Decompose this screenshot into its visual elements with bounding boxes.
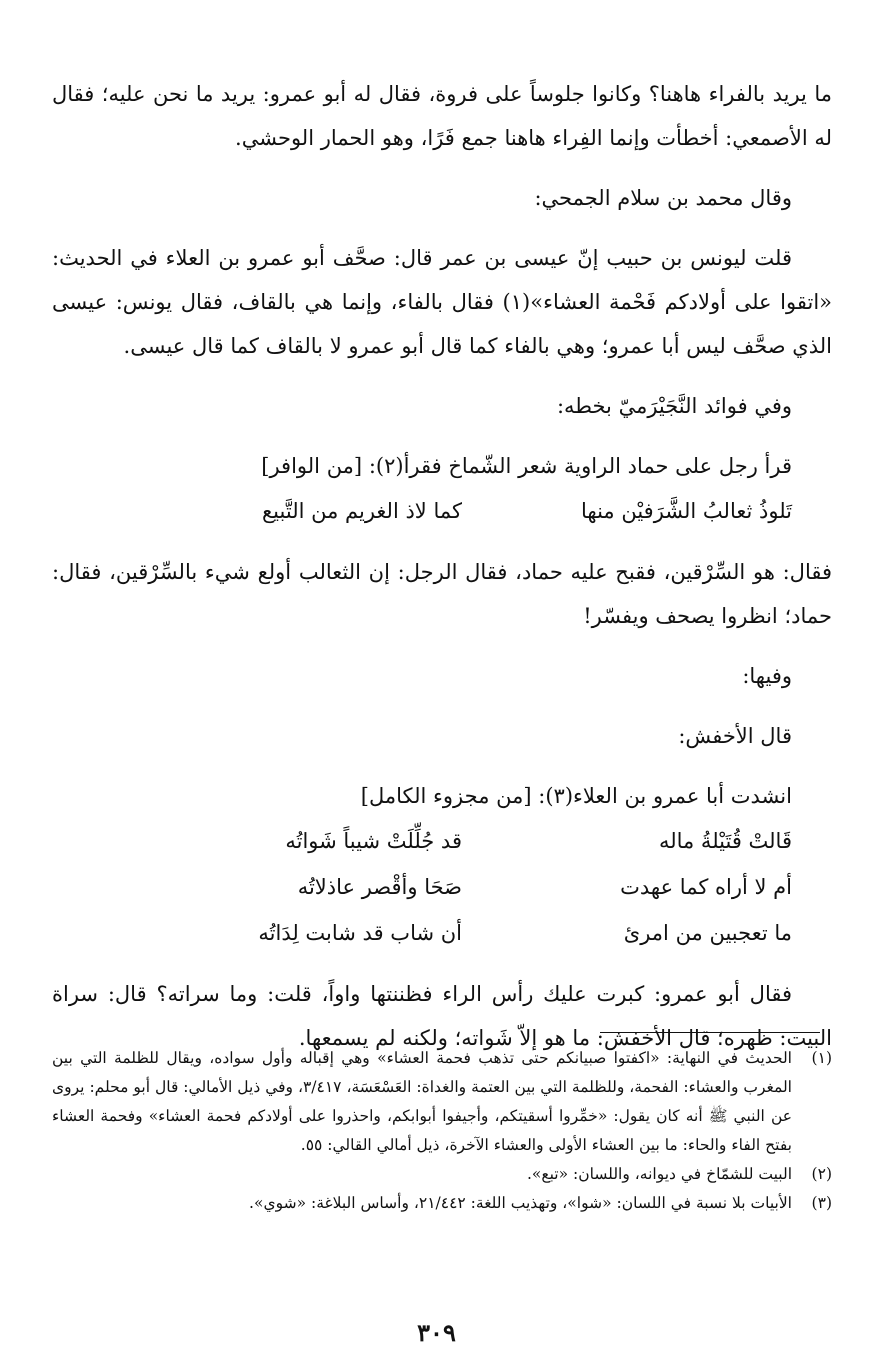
footnotes [52,1044,832,1218]
verse-hemistich: أن شاب قد شابت لِدَاتُه [258,921,462,945]
verse-hemistich: كما لاذ الغريم من التَّبيع [262,499,462,523]
footnote [52,1160,832,1189]
paragraph: وفيها: [742,664,792,688]
verse-line [52,818,832,864]
paragraph: فقال أبو عمرو: كبرت عليك رأس الراء فظننتها واواً، قلت: وما سراته؟ قال: سراة البيت: ظهره؛ قال الأخفش: ما هو إلاّ شَواته؛ ولكنه لم يسمعها. [52,982,832,1050]
footnote-text: البيت للشمّاخ في ديوانه، واللسان: «تبع». [526,1165,792,1183]
paragraph: وفي فوائد النَّجَيْرَميّ بخطه: [556,394,792,418]
footnote [52,1189,832,1218]
verse-line [52,910,832,956]
verse-line [52,864,832,910]
verse-hemistich: قد جُلِّلَتْ شيباً شَواتُه [285,829,462,853]
paragraph-text: انشدت أبا عمرو بن العلاء(٣): [538,784,792,808]
verse-hemistich: قَالتْ قُتَيْلةُ ماله [658,829,792,853]
paragraph: قال الأخفش: [678,724,792,748]
footnote-number: (١) [811,1049,832,1067]
paragraph [52,236,832,368]
paragraph: فقال: هو السِّرْقين، فقبح عليه حماد، فقال الرجل: إن الثعالب أولع شيء بالسِّرْقين، فقال: حماد؛ انظروا يصحف ويفسّر! [52,560,832,628]
verse-line [52,488,832,534]
meter-label: [من مجزوء الكامل] [360,784,532,808]
page-number: ٣٠٩ [417,1318,456,1347]
footnote-text: الحديث في النهاية: «اكفتوا صبيانكم حتى تذهب فحمة العشاء» وهي إقباله وأول سواده، ويقال للظلمة التي بين المغرب والعشاء: الفحمة، وللظلمة التي بين العتمة والغداة: العَسْعَسَة، ٣/٤١٧، وفي ذيل الأمالي: قال أبو محلم: يروى عن النبي ﷺ أنه كان يقول: «خمِّروا أسقيتكم، وأجيفوا أبوابكم، واحذروا على أولادكم فحمة العشاء» وفحمة العشاء بفتح الفاء والحاء: ما بين العشاء الأولى والعشاء الآخرة، ذيل أمالي القالي: ٥٥. [52,1049,792,1154]
paragraph: ما يريد بالفراء هاهنا؟ وكانوا جلوساً على فروة، فقال له أبو عمرو: يريد ما نحن عليه؛ فقال له الأصمعي: أخطأت وإنما الفِراء هاهنا جمع فَرًا، وهو الحمار الوحشي. [52,82,832,150]
verse-hemistich: صَحَا وأقْصر عاذلاتُه [297,875,462,899]
verse-hemistich: ما تعجبين من امرئ [623,921,792,945]
paragraph: وقال محمد بن سلام الجمحي: [534,186,792,210]
main-text [52,72,832,1060]
footnote-divider [600,1032,820,1033]
verse-hemistich: أم لا أراه كما عهدت [620,875,792,899]
paragraph-text: قرأ رجل على حماد الراوية شعر الشّماخ فقرأ(٢): [368,454,792,478]
paragraph [52,444,832,488]
verse-hemistich: تَلوذُ ثعالبُ الشَّرَفيْن منها [581,499,792,523]
paragraph-text: قلت ليونس بن حبيب إنّ عيسى بن عمر قال: صحَّف أبو عمرو بن العلاء في الحديث: «اتقوا على أولادكم فَحْمة العشاء»(١) فقال بالفاء، وإنما هي بالقاف، فقال يونس: عيسى الذي صحَّف ليس أبا عمرو؛ وهي بالفاء كما قال أبو عمرو لا بالقاف كما قال عيسى. [52,246,833,358]
meter-label: [من الوافر] [261,454,363,478]
footnote-text: الأبيات بلا نسبة في اللسان: «شوا»، وتهذيب اللغة: ٢١/٤٤٢، وأساس البلاغة: «شوي». [249,1194,792,1212]
paragraph [52,774,832,818]
footnote [52,1044,832,1160]
footnote-number: (٢) [811,1165,832,1183]
footnote-number: (٣) [811,1194,832,1212]
